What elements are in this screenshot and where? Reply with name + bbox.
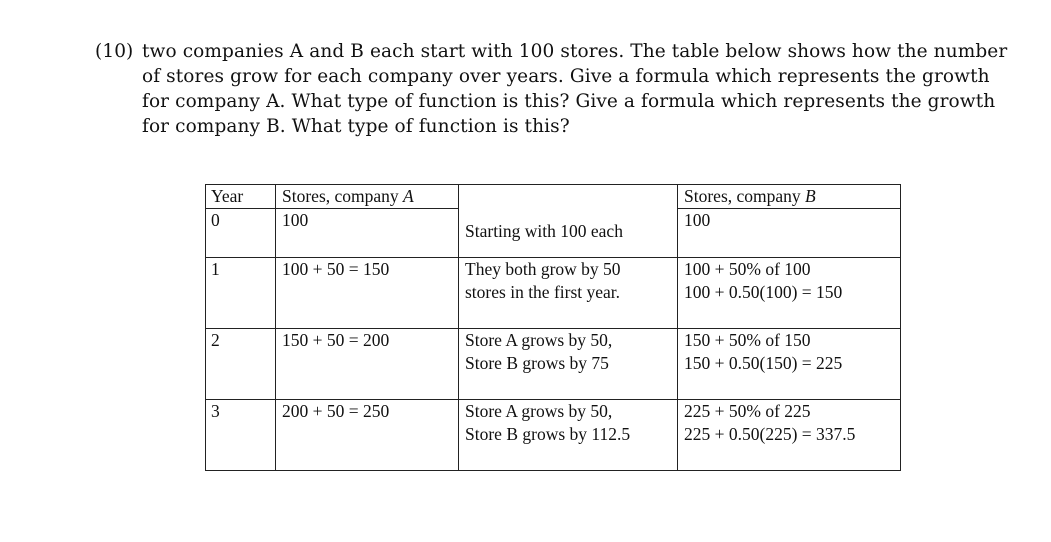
- cell-company-b-line: 100 + 0.50(100) = 150: [684, 282, 843, 302]
- header-company-a-prefix: Stores, company: [282, 186, 404, 206]
- problem-line: for company A. What type of function is this? Give a formula which represents the growth: [142, 91, 996, 112]
- cell-note-line: Store A grows by 50,: [465, 330, 613, 350]
- problem-line: of stores grow for each company over years. Give a formula which represents the growth: [142, 66, 990, 87]
- header-company-a-letter: A: [403, 186, 414, 206]
- cell-company-a: 100: [276, 209, 459, 258]
- table-row: [206, 329, 901, 400]
- cell-company-b: [678, 329, 901, 400]
- cell-company-b: [678, 258, 901, 329]
- cell-company-b-line: 150 + 0.50(150) = 225: [684, 353, 843, 373]
- cell-company-a: 100 + 50 = 150: [276, 258, 459, 329]
- cell-year: 3: [206, 400, 276, 471]
- cell-note-line: stores in the first year.: [465, 282, 621, 302]
- cell-company-b-line: 100 + 50% of 100: [684, 259, 811, 279]
- header-company-b-letter: B: [805, 186, 816, 206]
- cell-note-line: Store B grows by 112.5: [465, 424, 631, 444]
- cell-company-a: 150 + 50 = 200: [276, 329, 459, 400]
- cell-note: [459, 209, 678, 258]
- problem-line: for company B. What type of function is this?: [142, 116, 570, 137]
- cell-note-line: Starting with 100 each: [465, 221, 623, 242]
- cell-company-a: 200 + 50 = 250: [276, 400, 459, 471]
- cell-note-line: They both grow by 50: [465, 259, 621, 279]
- stores-table: [205, 184, 901, 471]
- cell-company-b-line: 225 + 0.50(225) = 337.5: [684, 424, 856, 444]
- header-notes-blank: [459, 185, 678, 209]
- problem-line: two companies A and B each start with 100 stores. The table below shows how the number: [142, 41, 1008, 62]
- cell-note: [459, 329, 678, 400]
- cell-company-b: 100: [678, 209, 901, 258]
- table-row: [206, 400, 901, 471]
- header-company-b: [678, 185, 901, 209]
- table-row: [206, 258, 901, 329]
- cell-company-b-line: 150 + 50% of 150: [684, 330, 811, 350]
- cell-year: 0: [206, 209, 276, 258]
- cell-company-b: [678, 400, 901, 471]
- cell-year: 1: [206, 258, 276, 329]
- header-company-b-prefix: Stores, company: [684, 186, 806, 206]
- problem-number: (10): [95, 41, 134, 62]
- cell-year: 2: [206, 329, 276, 400]
- header-company-a: [276, 185, 459, 209]
- cell-note-line: Store B grows by 75: [465, 353, 609, 373]
- header-year: Year: [206, 185, 276, 209]
- cell-note-line: Store A grows by 50,: [465, 401, 613, 421]
- cell-note: [459, 400, 678, 471]
- problem-statement: [95, 39, 1008, 139]
- table-row: [206, 209, 901, 258]
- table-header-row: [206, 185, 901, 209]
- cell-note: [459, 258, 678, 329]
- cell-company-b-line: 225 + 50% of 225: [684, 401, 811, 421]
